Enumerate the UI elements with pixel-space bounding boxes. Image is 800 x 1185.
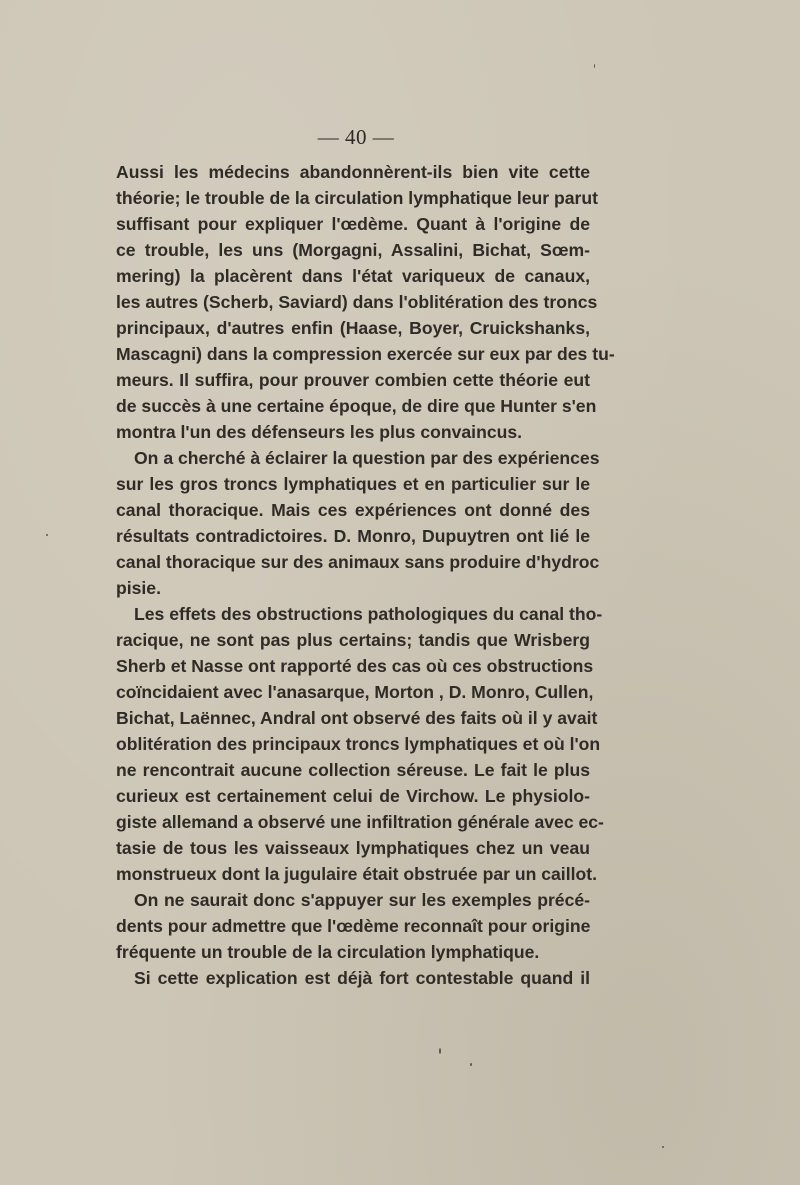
text-line: Sherb et Nasse ont rapporté des cas où ces obstructions — [116, 656, 594, 676]
text-line: les autres (Scherb, Saviard) dans l'oblitération des troncs — [116, 292, 598, 312]
text-line: de succès à une certaine époque, de dire que Hunter s'en — [116, 396, 597, 416]
text-line: curieux est certainement celui de Virchow. Le physiolo- — [116, 786, 590, 806]
text-line: Mascagni) dans la compression exercée sur eux par des tu- — [116, 344, 615, 364]
text-line: racique, ne sont pas plus certains; tandis que Wrisberg — [116, 630, 590, 650]
paper-speck — [46, 534, 48, 536]
text-line: coïncidaient avec l'anasarque, Morton , D. Monro, Cullen, — [116, 682, 594, 702]
text-line: fréquente un trouble de la circulation lymphatique. — [116, 942, 540, 962]
text-line: ne rencontrait aucune collection séreuse. Le fait le plus — [116, 760, 590, 780]
text-line: tasie de tous les vaisseaux lymphatiques chez un veau — [116, 838, 590, 858]
paragraph-start-line: Les effets des obstructions pathologiques du canal tho- — [134, 604, 603, 624]
text-line: ce trouble, les uns (Morgagni, Assalini, Bichat, Sœm- — [116, 240, 590, 260]
paragraph-start-line: Si cette explication est déjà fort contestable quand il — [134, 968, 590, 988]
text-line: pisie. — [116, 578, 161, 598]
page-number: — 40 — — [317, 125, 395, 149]
text-line: monstrueux dont la jugulaire était obstruée par un caillot. — [116, 864, 597, 884]
paper-speck — [439, 1048, 441, 1054]
text-line: mering) la placèrent dans l'état variqueux de canaux, — [116, 266, 590, 286]
body-text — [116, 159, 615, 991]
text-line: canal thoracique. Mais ces expériences ont donné des — [116, 500, 590, 520]
text-line: résultats contradictoires. D. Monro, Dupuytren ont lié le — [116, 526, 590, 546]
paragraph-start-line: On a cherché à éclairer la question par des expériences — [134, 448, 600, 468]
text-line: Bichat, Laënnec, Andral ont observé des faits où il y avait — [116, 708, 598, 728]
text-line: principaux, d'autres enfin (Haase, Boyer, Cruickshanks, — [116, 318, 590, 338]
paragraph-start-line: On ne saurait donc s'appuyer sur les exemples précé- — [134, 890, 590, 910]
text-line: sur les gros troncs lymphatiques et en particulier sur le — [116, 474, 590, 494]
text-line: suffisant pour expliquer l'œdème. Quant à l'origine de — [116, 214, 590, 234]
text-line: oblitération des principaux troncs lymphatiques et où l'on — [116, 734, 601, 754]
paper-speck — [470, 1063, 472, 1066]
text-line: dents pour admettre que l'œdème reconnaît pour origine — [116, 916, 591, 936]
text-line: théorie; le trouble de la circulation lymphatique leur parut — [116, 188, 598, 208]
text-line: giste allemand a observé une infiltration générale avec ec- — [116, 812, 604, 832]
text-line: Aussi les médecins abandonnèrent-ils bien vite cette — [116, 162, 590, 182]
text-line: montra l'un des défenseurs les plus convaincus. — [116, 422, 523, 442]
text-line: meurs. Il suffira, pour prouver combien cette théorie eut — [116, 370, 590, 390]
paper-speck — [662, 1146, 664, 1148]
paper-speck — [594, 64, 595, 68]
text-line: canal thoracique sur des animaux sans produire d'hydroc — [116, 552, 600, 572]
